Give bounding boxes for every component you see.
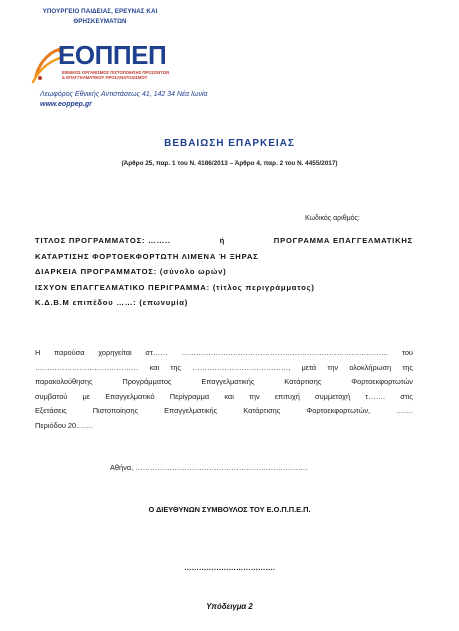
blank-field: …………………………………, (192, 362, 291, 372)
word: Επαγγελματικής (201, 377, 255, 387)
word: Περίγραμμα (169, 391, 210, 401)
word: συμμετοχή (315, 391, 351, 401)
program-title-line (35, 233, 413, 249)
signature-line: ………………………………. (184, 563, 275, 572)
code-number-label: Κωδικός αριθμός: (305, 215, 360, 222)
word: Εξετάσεις (35, 406, 67, 416)
word: και (149, 362, 160, 372)
occupational-profile: ΙΣΧΥΟΝ ΕΠΑΓΓΕΛΜΑΤΙΚΟ ΠΕΡΙΓΡΑΜΜΑ: (τίτλος περιγράμματος) (35, 282, 315, 292)
program-title-line-2: ΚΑΤΑΡΤΙΣΗΣ ΦΟΡΤΟΕΚΦΟΡΤΩΤΗ ΛΙΜΕΝΑ Ή ΞΗΡΑΣ (35, 251, 259, 261)
word: μετά (301, 362, 317, 372)
ministry-name (30, 7, 170, 27)
word: την (327, 362, 339, 372)
word: Προγράμματος (122, 377, 172, 387)
body-row-4 (35, 390, 413, 405)
word: Πιστοποίησης (92, 406, 139, 416)
certificate-body (35, 346, 413, 434)
body-row-1 (35, 346, 413, 361)
blank-field: …………………………………… (35, 362, 139, 372)
word: συμβατού (35, 391, 68, 401)
word: Επαγγελματικής (164, 406, 218, 416)
ministry-line-1: ΥΠΟΥΡΓΕΙΟ ΠΑΙΔΕΙΑΣ, ΕΡΕΥΝΑΣ ΚΑΙ (42, 8, 158, 15)
blank-field: ………………………………………………………………………… (181, 348, 389, 357)
program-title-part-2: ή (219, 236, 226, 245)
logo-wordmark: ΕΟΠΠΕΠ (58, 40, 167, 70)
sample-label: Υπόδειγμα 2 (206, 602, 253, 611)
word: του (402, 348, 413, 357)
word: με (82, 391, 91, 401)
document-title: ΒΕΒΑΙΩΣΗ ΕΠΑΡΚΕΙΑΣ (164, 138, 295, 149)
word: Η (35, 348, 41, 357)
word: την (249, 391, 260, 401)
place-date-line: Αθήνα, ……………………………………………………………. (110, 463, 308, 472)
program-details (35, 233, 413, 311)
word: και (224, 391, 234, 401)
word: στις (400, 391, 413, 401)
ministry-line-2: ΘΡΗΣΚΕΥΜΑΤΩΝ (73, 18, 127, 25)
word: χορηγείται (98, 348, 132, 357)
word: παρακολούθησης (35, 377, 93, 387)
body-row-2 (35, 361, 413, 376)
body-row-3 (35, 375, 413, 390)
word: Κατάρτισης (243, 406, 281, 416)
body-row-5 (35, 404, 413, 419)
word: της (170, 362, 181, 372)
kdvm-provider: Κ.Δ.Β.Μ επιπέδου ……: (επωνυμία) (35, 298, 189, 307)
address: Λεωφόρος Εθνικής Αντιστάσεως 41, 142 34 Νέα Ιωνία (40, 91, 208, 98)
program-duration: ΔΙΑΡΚΕΙΑ ΠΡΟΓΡΑΜΜΑΤΟΣ: (σύνολο ωρών) (35, 267, 227, 276)
word: τ……. (365, 391, 386, 401)
word: ολοκλήρωση (349, 362, 392, 372)
word: ……. (396, 406, 413, 416)
logo-subtitle (62, 70, 169, 80)
director-title: Ο ΔΙΕΥΘΥΝΩΝ ΣΥΜΒΟΥΛΟΣ ΤΟΥ Ε.Ο.Π.Π.Ε.Π. (148, 505, 311, 514)
word: Κατάρτισης (284, 377, 322, 387)
word: επιτυχή (274, 391, 300, 401)
logo-subtitle-line-1: ΕΘΝΙΚΟΣ ΟΡΓΑΝΙΣΜΟΣ ΠΙΣΤΟΠΟΙΗΣΗΣ ΠΡΟΣΟΝΤΩΝ (62, 70, 170, 75)
program-title-part-3: ΠΡΟΓΡΑΜΜΑ ΕΠΑΓΓΕΛΜΑΤΙΚΗΣ (273, 236, 413, 245)
word: της (402, 362, 413, 372)
word: στ…… (145, 348, 168, 357)
body-row-6: Περιόδου 20……. (35, 420, 93, 430)
word: Φορτοεκφορτωτών, (306, 406, 371, 416)
legal-reference: (Άρθρο 25, παρ. 1 του Ν. 4186/2013 – Άρθρο 4, παρ. 2 του Ν. 4455/2017) (121, 160, 338, 167)
logo-subtitle-line-2: & ΕΠΑΓΓΕΛΜΑΤΙΚΟΥ ΠΡΟΣΑΝΑΤΟΛΙΣΜΟΥ (62, 75, 148, 80)
website-link[interactable]: www.eoppep.gr (40, 101, 92, 108)
program-title-part-1: ΤΙΤΛΟΣ ΠΡΟΓΡΑΜΜΑΤΟΣ: …….. (35, 236, 171, 245)
word: παρούσα (54, 348, 85, 357)
word: Φορτοεκφορτωτών (351, 377, 413, 387)
word: Επαγγελματικό (105, 391, 155, 401)
